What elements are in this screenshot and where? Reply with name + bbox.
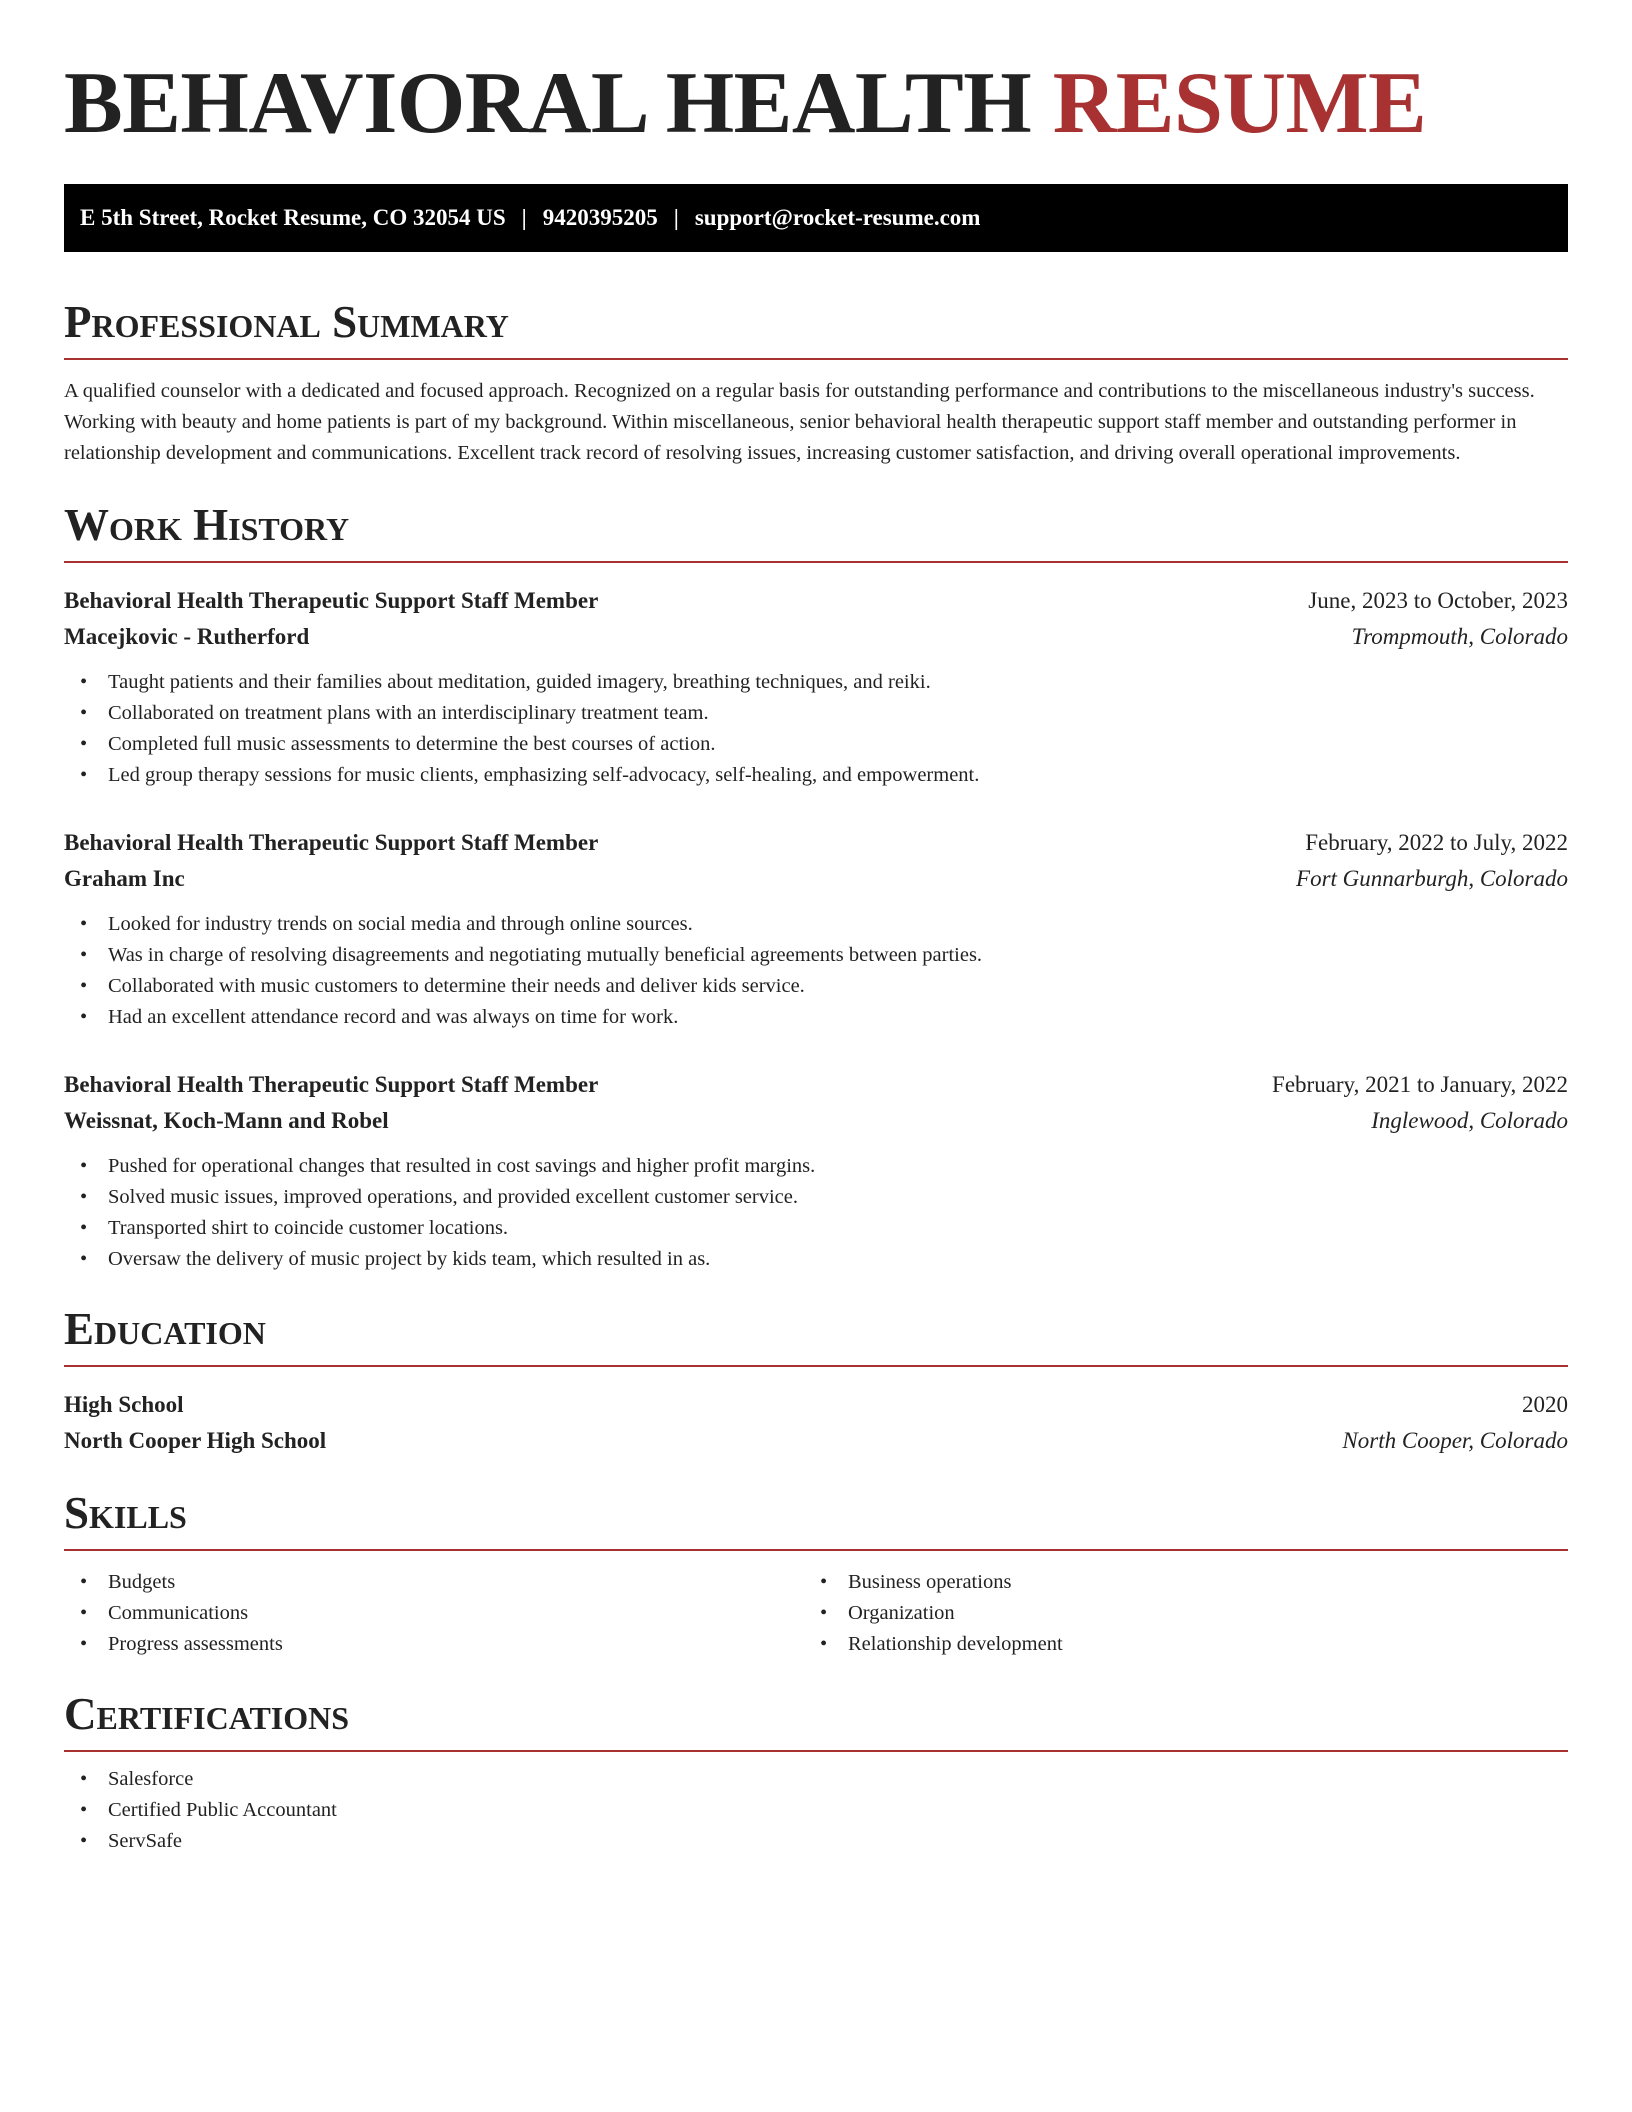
skill-item: • Communications — [64, 1598, 804, 1629]
skills-grid — [64, 1567, 1568, 1660]
job-location: Trompmouth, Colorado — [1351, 624, 1568, 649]
job-bullet: • Had an excellent attendance record and was always on time for work. — [64, 1002, 1568, 1033]
job-bullet: • Looked for industry trends on social media and through online sources. — [64, 909, 1568, 940]
job-bullet: • Completed full music assessments to determine the best courses of action. — [64, 729, 1568, 760]
title-main: BEHAVIORAL HEALTH — [64, 55, 1032, 152]
job-bullets — [64, 1151, 1568, 1275]
skill-item: • Business operations — [804, 1567, 1568, 1598]
job-bullet: • Was in charge of resolving disagreements and negotiating mutually beneficial agreements between parties. — [64, 940, 1568, 971]
education-heading: Education — [64, 1301, 1568, 1367]
education-school: North Cooper High School — [64, 1428, 327, 1453]
job-bullet: • Solved music issues, improved operations, and provided excellent customer service. — [64, 1182, 1568, 1213]
certification-item: • Certified Public Accountant — [64, 1795, 1568, 1826]
job-dates: February, 2022 to July, 2022 — [1305, 830, 1568, 855]
resume-title — [64, 54, 1568, 154]
job-title: Behavioral Health Therapeutic Support Staff Member — [64, 588, 599, 613]
job-bullet: • Collaborated with music customers to determine their needs and deliver kids service. — [64, 971, 1568, 1002]
contact-separator: | — [673, 205, 679, 230]
skills-column-left — [64, 1567, 804, 1660]
certifications-list — [64, 1764, 1568, 1857]
education-location: North Cooper, Colorado — [1342, 1428, 1568, 1453]
job-company: Macejkovic - Rutherford — [64, 624, 310, 649]
job-dates: February, 2021 to January, 2022 — [1272, 1072, 1568, 1097]
job-entry — [64, 825, 1568, 1033]
job-title: Behavioral Health Therapeutic Support Staff Member — [64, 1072, 599, 1097]
contact-phone: 9420395205 — [542, 205, 658, 230]
job-dates: June, 2023 to October, 2023 — [1308, 588, 1568, 613]
job-location: Inglewood, Colorado — [1371, 1108, 1568, 1133]
job-entry — [64, 583, 1568, 791]
certification-item: • Salesforce — [64, 1764, 1568, 1795]
job-bullets — [64, 667, 1568, 791]
education-entry — [64, 1387, 1568, 1459]
certifications-heading: Certifications — [64, 1686, 1568, 1752]
job-bullets — [64, 909, 1568, 1033]
work-history-heading: Work History — [64, 497, 1568, 563]
job-bullet: • Led group therapy sessions for music clients, emphasizing self-advocacy, self-healing, and empowerment. — [64, 760, 1568, 791]
title-accent: RESUME — [1052, 55, 1427, 152]
contact-address: E 5th Street, Rocket Resume, CO 32054 US — [80, 205, 506, 230]
skills-column-right — [804, 1567, 1568, 1660]
job-company: Graham Inc — [64, 866, 185, 891]
education-degree: High School — [64, 1392, 184, 1417]
skill-item: • Relationship development — [804, 1629, 1568, 1660]
job-bullet: • Collaborated on treatment plans with an interdisciplinary treatment team. — [64, 698, 1568, 729]
contact-separator: | — [521, 205, 527, 230]
job-bullet: • Taught patients and their families about meditation, guided imagery, breathing techniques, and reiki. — [64, 667, 1568, 698]
job-title: Behavioral Health Therapeutic Support Staff Member — [64, 830, 599, 855]
job-company: Weissnat, Koch-Mann and Robel — [64, 1108, 389, 1133]
job-bullet: • Pushed for operational changes that resulted in cost savings and higher profit margins. — [64, 1151, 1568, 1182]
job-bullet: • Oversaw the delivery of music project by kids team, which resulted in as. — [64, 1244, 1568, 1275]
job-bullet: • Transported shirt to coincide customer locations. — [64, 1213, 1568, 1244]
skill-item: • Organization — [804, 1598, 1568, 1629]
education-year: 2020 — [1522, 1392, 1568, 1417]
certification-item: • ServSafe — [64, 1826, 1568, 1857]
contact-bar — [64, 184, 1568, 252]
skill-item: • Progress assessments — [64, 1629, 804, 1660]
job-entry — [64, 1067, 1568, 1275]
contact-email: support@rocket-resume.com — [694, 205, 981, 230]
job-location: Fort Gunnarburgh, Colorado — [1296, 866, 1568, 891]
skills-heading: Skills — [64, 1485, 1568, 1551]
summary-heading: Professional Summary — [64, 294, 1568, 360]
skill-item: • Budgets — [64, 1567, 804, 1598]
summary-text: A qualified counselor with a dedicated and focused approach. Recognized on a regular basis for outstanding performance and contributions to the miscellaneous industry's success. Working with beauty and home patients is part of my background. Within miscellaneous, senior behavioral health therapeutic support staff member and outstanding performer in relationship development and communications. Excellent track record of resolving issues, increasing customer satisfaction, and driving overall operational improvements. — [64, 380, 1535, 464]
